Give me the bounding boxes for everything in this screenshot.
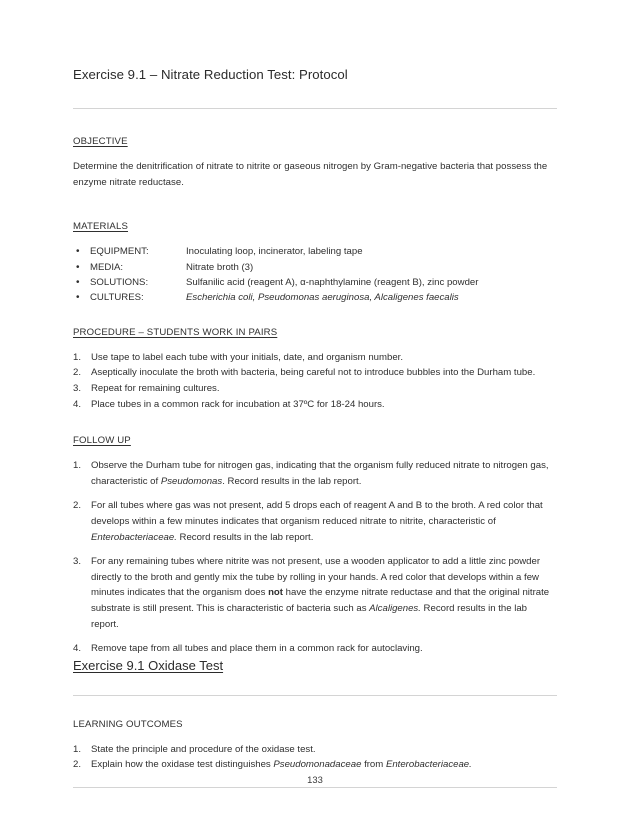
oxidase-heading: Exercise 9.1 Oxidase Test bbox=[73, 657, 224, 673]
objective-section bbox=[73, 131, 557, 190]
follow-up-item bbox=[73, 458, 557, 489]
list-marker: 2. bbox=[73, 759, 82, 771]
materials-section bbox=[73, 216, 557, 306]
bullet-icon: • bbox=[76, 246, 80, 258]
follow-up-item-text bbox=[91, 641, 557, 657]
learning-outcomes-list bbox=[73, 742, 557, 773]
list-marker: 3. bbox=[73, 383, 82, 394]
procedure-item-text: Aseptically inoculate the broth with bacteria, being careful not to introduce bubbles into the Durham tube. bbox=[91, 367, 536, 379]
materials-item-label: MEDIA: bbox=[90, 261, 124, 273]
bullet-icon: • bbox=[76, 277, 80, 288]
materials-item-label: EQUIPMENT: bbox=[90, 246, 149, 258]
learning-outcomes-section bbox=[73, 714, 557, 773]
objective-body: Determine the denitrification of nitrate to nitrite or gaseous nitrogen by Gram-negative bacteria that possess the enzyme nitrate reductase. bbox=[73, 161, 548, 188]
materials-heading: MATERIALS bbox=[73, 221, 129, 233]
document-content bbox=[73, 66, 557, 788]
list-marker: 1. bbox=[73, 460, 82, 472]
list-marker: 2. bbox=[73, 500, 82, 512]
text-run: Remove tape from all tubes and place them in a common rack for autoclaving. bbox=[91, 643, 423, 655]
learning-outcomes-heading: LEARNING OUTCOMES bbox=[73, 718, 183, 730]
learning-outcome-item bbox=[73, 742, 557, 758]
follow-up-section bbox=[73, 430, 557, 657]
list-marker: 4. bbox=[73, 643, 82, 655]
procedure-heading: PROCEDURE – STUDENTS WORK IN PAIRS bbox=[73, 326, 278, 338]
emphasis-italic: Enterobacteriaceae. bbox=[91, 531, 177, 543]
learning-outcome-item bbox=[73, 757, 557, 773]
text-run: Record results in the lab report. bbox=[91, 602, 528, 630]
procedure-item-text: Place tubes in a common rack for incubation at 37ºC for 18-24 hours. bbox=[91, 398, 385, 410]
follow-up-item bbox=[73, 554, 557, 632]
bullet-icon: • bbox=[76, 292, 80, 304]
procedure-section bbox=[73, 322, 557, 412]
procedure-item bbox=[73, 381, 557, 397]
text-run: Record results in the lab report. bbox=[176, 531, 314, 543]
materials-item bbox=[73, 244, 557, 259]
text-run: have the enzyme nitrate reductase and that the original nitrate substrate is still present. This is characteristic of bacteria such as bbox=[91, 587, 550, 614]
footer-divider bbox=[73, 787, 557, 788]
follow-up-item bbox=[73, 641, 557, 657]
list-marker: 4. bbox=[73, 398, 82, 410]
emphasis-italic: Enterobacteriaceae. bbox=[385, 759, 472, 771]
list-marker: 3. bbox=[73, 556, 82, 568]
text-run: For all tubes where gas was not present, add 5 drops each of reagent A and B to the broth. A red color that develops within a few minutes indicates that organism reduced nitrate to nitrite, characteristic of bbox=[91, 500, 543, 527]
text-run: Observe the Durham tube for nitrogen gas, indicating that the organism fully reduced nitrate to nitrogen gas, characteristic of bbox=[91, 460, 549, 487]
materials-item-label: SOLUTIONS: bbox=[90, 277, 149, 288]
emphasis-italic: Alcaligenes. bbox=[369, 602, 421, 614]
text-run: from bbox=[361, 759, 386, 771]
text-run: For any remaining tubes where nitrite was not present, use a wooden applicator to add a little zinc powder directly to the broth and gently mix the tube by rolling in your hands. A red color that develops within a few minutes indicates that the organism does bbox=[91, 556, 541, 599]
page-number: 133 bbox=[307, 774, 323, 785]
list-marker: 1. bbox=[73, 351, 82, 363]
follow-up-heading: FOLLOW UP bbox=[73, 435, 131, 447]
list-marker: 2. bbox=[73, 367, 82, 379]
follow-up-item bbox=[73, 498, 557, 545]
page-title: Exercise 9.1 – Nitrate Reduction Test: Protocol bbox=[73, 67, 348, 82]
emphasis-italic: Pseudomonas bbox=[160, 475, 223, 487]
materials-item-value: Sulfanilic acid (reagent A), α-naphthylamine (reagent B), zinc powder bbox=[186, 277, 479, 288]
materials-item-label: CULTURES: bbox=[90, 292, 144, 304]
materials-item-value: Nitrate broth (3) bbox=[186, 261, 254, 273]
emphasis-bold: not bbox=[268, 587, 283, 599]
follow-up-list bbox=[73, 458, 557, 657]
text-run: . Record results in the lab report. bbox=[222, 475, 362, 487]
follow-up-item-text bbox=[91, 554, 557, 632]
follow-up-item-text bbox=[91, 498, 557, 545]
objective-heading: OBJECTIVE bbox=[73, 136, 128, 147]
materials-item bbox=[73, 275, 557, 290]
procedure-item bbox=[73, 397, 557, 413]
materials-list bbox=[73, 244, 557, 306]
bullet-icon: • bbox=[76, 261, 80, 273]
materials-item bbox=[73, 290, 557, 305]
materials-item bbox=[73, 260, 557, 275]
text-run: State the principle and procedure of the oxidase test. bbox=[91, 743, 316, 755]
procedure-item-text: Repeat for remaining cultures. bbox=[91, 383, 220, 394]
procedure-item bbox=[73, 350, 557, 366]
procedure-item-text: Use tape to label each tube with your initials, date, and organism number. bbox=[91, 351, 403, 363]
procedure-item bbox=[73, 365, 557, 381]
learning-outcome-item-text bbox=[91, 757, 557, 773]
materials-item-value: Escherichia coli, Pseudomonas aeruginosa, Alcaligenes faecalis bbox=[186, 292, 459, 304]
emphasis-italic: Pseudomonadaceae bbox=[273, 759, 362, 771]
procedure-list bbox=[73, 350, 557, 412]
text-run: Explain how the oxidase test distinguishes bbox=[91, 759, 274, 771]
follow-up-item-text bbox=[91, 458, 557, 489]
list-marker: 1. bbox=[73, 743, 82, 755]
materials-item-value: Inoculating loop, incinerator, labeling tape bbox=[186, 246, 363, 258]
learning-outcome-item-text bbox=[91, 742, 557, 758]
